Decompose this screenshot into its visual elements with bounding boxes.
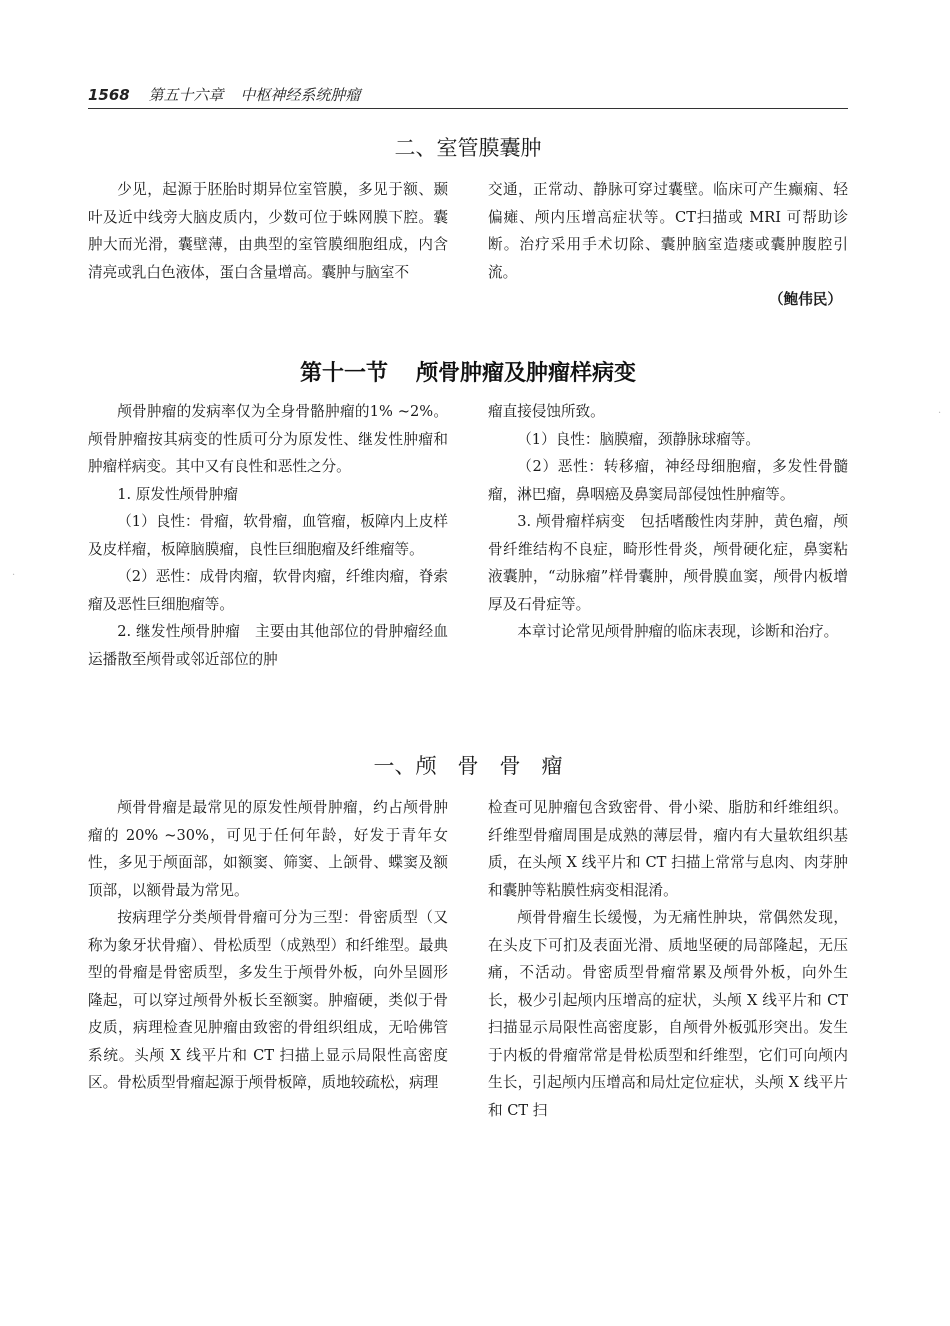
page-number: 1568: [88, 86, 130, 104]
paragraph: 瘤直接侵蚀所致。: [488, 403, 605, 420]
paragraph: 按病理学分类颅骨骨瘤可分为三型：骨密质型（又称为象牙状骨瘤）、骨松质型（成熟型）和纤维型。最典型的骨瘤是骨密质型，多发生于颅骨外板，向外呈圆形隆起，可以穿过颅骨外板长至额窦。肿瘤硬，类似于骨皮质，病理检查见肿瘤由致密的骨组织组成，无哈佛管系统。头颅 X 线平片和 CT 扫描上显示局限性高密度区。骨松质型骨瘤起源于颅骨板障，质地较疏松，病理: [88, 909, 448, 1091]
paragraph: 颅骨骨瘤是最常见的原发性颅骨肿瘤，约占颅骨肿瘤的 20% ~30%，可见于任何年龄，好发于青年女性，多见于颅面部，如额窦、筛窦、上颌骨、蝶窦及额顶部，以额骨最为常见。: [88, 799, 448, 899]
chapter-number: 第五十六章: [148, 86, 224, 104]
running-header: [88, 84, 848, 106]
paragraph: 2. 继发性颅骨肿瘤 主要由其他部位的骨肿瘤经血运播散至颅骨或邻近部位的肿: [88, 623, 448, 668]
section-heading-eleven: [88, 356, 848, 387]
paragraph: 交通，正常动、静脉可穿过囊壁。临床可产生癫痫、轻偏瘫、颅内压增高症状等。CT扫描或 MRI 可帮助诊断。治疗采用手术切除、囊肿脑室造瘘或囊肿腹腔引流。: [488, 181, 848, 281]
section-heading-osteoma: 一、颅 骨 骨 瘤: [373, 754, 563, 778]
skull-tumor-left-column: [88, 398, 448, 673]
ependymal-left-column: [88, 176, 448, 286]
paragraph: （1）良性：脑膜瘤，颈静脉球瘤等。: [517, 430, 760, 448]
paragraph: （1）良性：骨瘤，软骨瘤，血管瘤，板障内上皮样及皮样瘤，板障脑膜瘤，良性巨细胞瘤及纤维瘤等。: [88, 513, 448, 558]
paragraph: 颅骨肿瘤的发病率仅为全身骨骼肿瘤的1% ~2%。颅骨肿瘤按其病变的性质可分为原发性、继发性肿瘤和肿瘤样病变。其中又有良性和恶性之分。: [88, 403, 448, 475]
section-heading-ependymal-cyst: 二、室管膜囊肿: [394, 136, 542, 160]
author-credit: （鲍伟民）: [769, 291, 842, 308]
paragraph: 本章讨论常见颅骨肿瘤的临床表现，诊断和治疗。: [517, 623, 839, 640]
skull-tumor-right-column: [488, 398, 848, 646]
scan-artifact: ·: [12, 570, 16, 581]
paragraph: （2）恶性：转移瘤，神经母细胞瘤，多发性骨髓瘤，淋巴瘤，鼻咽癌及鼻窦局部侵蚀性肿瘤等。: [488, 458, 848, 503]
paragraph: 颅骨骨瘤生长缓慢，为无痛性肿块，常偶然发现，在头皮下可扪及表面光滑、质地坚硬的局部隆起，无压痛，不活动。骨密质型骨瘤常累及颅骨外板，向外生长，极少引起颅内压增高的症状，头颅 X 线平片和 CT 扫描显示局限性高密度影，自颅骨外板弧形突出。发生于内板的骨瘤常常是骨松质型和纤维型，它们可向颅内生长，引起颅内压增高和局灶定位症状，头颅 X 线平片和 CT 扫: [488, 909, 848, 1119]
paragraph: 1. 原发性颅骨肿瘤: [117, 485, 238, 503]
ependymal-right-column: [488, 176, 848, 314]
scan-artifact: ·: [938, 408, 942, 419]
paragraph: 少见，起源于胚胎时期异位室管膜，多见于额、颞叶及近中线旁大脑皮质内，少数可位于蛛网膜下腔。囊肿大而光滑，囊壁薄，由典型的室管膜细胞组成，内含清亮或乳白色液体，蛋白含量增高。囊肿与脑室不: [88, 181, 448, 281]
paragraph: 3. 颅骨瘤样病变 包括嗜酸性肉芽肿，黄色瘤，颅骨纤维结构不良症，畸形性骨炎，颅骨硬化症，鼻窦粘液囊肿，“动脉瘤”样骨囊肿，颅骨膜血窦，颅骨内板增厚及石骨症等。: [488, 513, 848, 613]
osteoma-right-column: [488, 794, 848, 1124]
paragraph: （2）恶性：成骨肉瘤，软骨肉瘤，纤维肉瘤，脊索瘤及恶性巨细胞瘤等。: [88, 568, 448, 613]
paragraph: 检查可见肿瘤包含致密骨、骨小梁、脂肪和纤维组织。纤维型骨瘤周围是成熟的薄层骨，瘤内有大量软组织基质，在头颅 X 线平片和 CT 扫描上常常与息肉、肉芽肿和囊肿等粘膜性病变相混淆。: [488, 799, 848, 899]
chapter-title: 中枢神经系统肿瘤: [240, 86, 361, 104]
section-title: 颅骨肿瘤及肿瘤样病变: [416, 361, 637, 386]
header-rule: [88, 108, 848, 109]
section-number: 第十一节: [299, 361, 388, 386]
osteoma-left-column: [88, 794, 448, 1097]
